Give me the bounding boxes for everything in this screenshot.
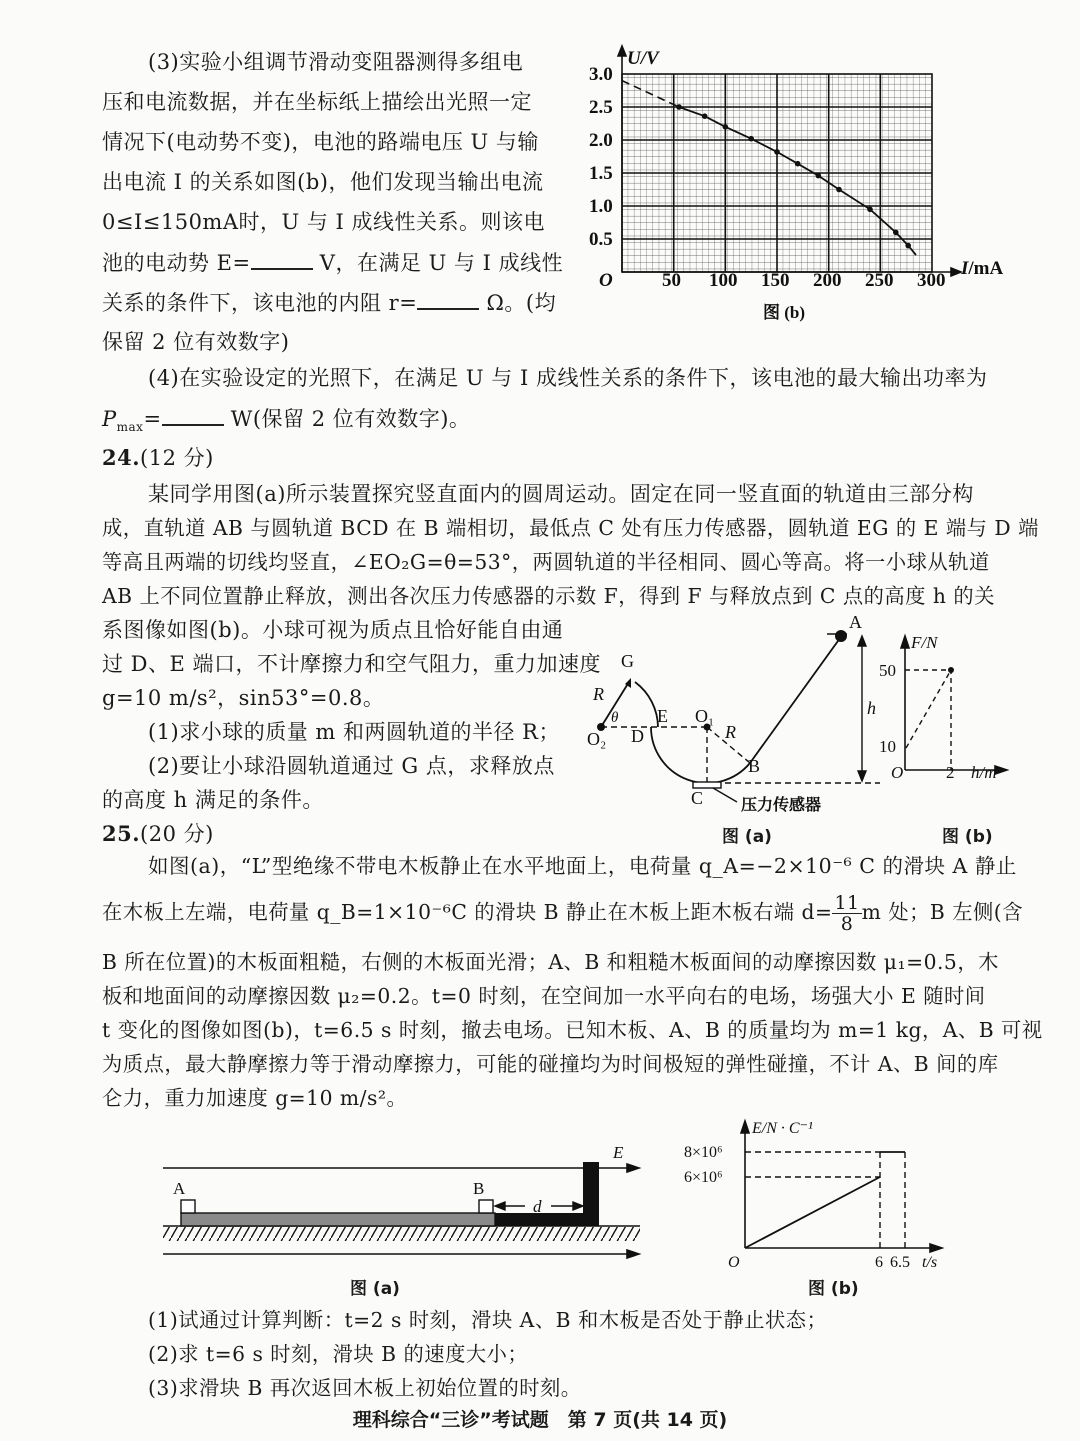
svg-text:150: 150: [761, 270, 790, 291]
svg-text:300: 300: [917, 270, 946, 291]
subscript: max: [116, 420, 144, 435]
text-line: 为质点，最大静摩擦力等于滑动摩擦力，可能的碰撞均为时间极短的弹性碰撞，不计 A、B 间的库: [102, 1052, 999, 1076]
q25-question-3: (3)求滑块 B 再次返回木板上初始位置的时刻。: [148, 1376, 582, 1400]
label-theta: θ: [611, 710, 619, 726]
label-E: E: [657, 706, 668, 726]
tick-6.5: 6.5: [890, 1254, 910, 1271]
svg-text:0.5: 0.5: [589, 229, 613, 250]
answer-blank-emf[interactable]: [251, 242, 313, 270]
text-line: 过 D、E 端口，不计摩擦力和空气阻力，重力加速度: [102, 652, 602, 676]
q23-part4-line1: (4)在实验设定的光照下，在满足 U 与 I 成线性关系的条件下，该电池的最大输出功率为: [148, 366, 988, 390]
origin-label: O: [891, 763, 904, 782]
svg-text:1.0: 1.0: [589, 196, 613, 217]
origin-label: O: [728, 1254, 740, 1271]
text-line: [102, 892, 1023, 934]
text-line: 出电流 I 的关系如图(b)，他们发现当输出电流: [102, 170, 544, 194]
denominator: 8: [840, 913, 854, 935]
figure-caption: 图 (a): [350, 1279, 400, 1299]
q24-figure-b-chart: [875, 630, 1015, 785]
svg-text:200: 200: [813, 270, 842, 291]
tick-2: 2: [946, 763, 955, 782]
svg-text:O: O: [599, 270, 613, 291]
svg-text:1.5: 1.5: [589, 163, 613, 184]
q24-question-1: (1)求小球的质量 m 和两圆轨道的半径 R；: [148, 720, 560, 744]
text-segment: 池的电动势 E=: [102, 251, 251, 275]
question-number: 25.: [102, 821, 141, 846]
svg-text:2.5: 2.5: [589, 97, 613, 118]
text-line: 某同学用图(a)所示装置探究竖直面内的圆周运动。固定在同一竖直面的轨道由三部分构: [148, 482, 974, 506]
figure-caption: 图 (b): [808, 1279, 859, 1299]
tick-10: 10: [879, 737, 896, 756]
text-line: 仑力，重力加速度 g=10 m/s²。: [102, 1086, 408, 1110]
page-footer: 理科综合“三诊”考试题 第 7 页(共 14 页): [352, 1409, 728, 1431]
q25-question-2: (2)求 t=6 s 时刻，滑块 B 的速度大小；: [148, 1342, 529, 1366]
text-segment: 关系的条件下，该电池的内阻 r=: [102, 291, 418, 315]
question-number: 24.: [102, 445, 141, 470]
label-O1: O₁: [695, 706, 715, 726]
q24-heading: [102, 438, 214, 478]
label-pressure-sensor: 压力传感器: [741, 797, 822, 814]
text-line: g=10 m/s²，sin53°=0.8。: [102, 686, 385, 710]
tick-6e6: 6×10⁶: [684, 1169, 723, 1186]
ui-chart: [585, 42, 1035, 332]
svg-text:50: 50: [662, 270, 681, 291]
text-segment: 在木板上左端，电荷量 q_B=1×10⁻⁶C 的滑块 B 静止在木板上距木板右端 d=: [102, 900, 833, 924]
question-points: (12 分): [140, 446, 214, 470]
tick-6: 6: [875, 1254, 883, 1271]
figure-caption: 图 (b): [942, 827, 993, 847]
text-line: [102, 282, 556, 323]
label-G: G: [621, 651, 634, 671]
text-line: 0≤I≤150mA时，U 与 I 成线性关系。则该电: [102, 210, 546, 234]
label-B: B: [473, 1179, 485, 1198]
text-line: B 所在位置)的木板面粗糙，右侧的木板面光滑；A、B 和粗糙木板面间的动摩擦因数 μ₁=0.5，木: [102, 950, 999, 974]
text-segment: m 处；B 左侧(含: [861, 900, 1023, 924]
label-E: E: [613, 1143, 624, 1162]
tick-8e6: 8×10⁶: [684, 1144, 723, 1161]
label-R: R: [593, 684, 604, 704]
label-d: d: [533, 1197, 542, 1216]
svg-text:U/V: U/V: [627, 48, 659, 69]
label-A: A: [849, 612, 862, 632]
label-B: B: [748, 756, 761, 776]
question-points: (20 分): [140, 822, 214, 846]
label-h: h: [867, 698, 876, 718]
text-line: 系图像如图(b)。小球可视为质点且恰好能自由通: [102, 618, 564, 642]
text-line: 等高且两端的切线均竖直，∠EO₂G=θ=53°，两圆轨道的半径相同、圆心等高。将一小球从轨道: [102, 550, 990, 574]
text-segment: V，在满足 U 与 I 成线性: [312, 251, 564, 275]
text-line: 板和地面间的动摩擦因数 μ₂=0.2。t=0 时刻，在空间加一水平向右的电场，场强大小 E 随时间: [102, 984, 986, 1008]
label-C: C: [691, 788, 704, 808]
q24-question-2: (2)要让小球沿圆轨道通过 G 点，求释放点: [148, 754, 555, 778]
answer-blank-resistance[interactable]: [417, 282, 479, 310]
text-segment: =: [143, 407, 162, 431]
tick-50: 50: [879, 661, 896, 680]
q25-question-1: (1)试通过计算判断：t=2 s 时刻，滑块 A、B 和木板是否处于静止状态；: [148, 1308, 828, 1332]
q24-figure-a-track: [585, 612, 885, 842]
text-line: 压和电流数据，并在坐标纸上描绘出光照一定: [102, 90, 532, 114]
text-line: 成，直轨道 AB 与圆轨道 BCD 在 B 端相切，最低点 C 处有压力传感器，圆轨道 EG 的 E 端与 D 端: [102, 516, 1039, 540]
text-line: [102, 242, 563, 283]
x-axis-label: h/m: [971, 763, 997, 782]
q25-figure-b-chart: [672, 1115, 972, 1280]
text-segment: P: [102, 407, 117, 431]
text-line: 情况下(电动势不变)，电池的路端电压 U 与输: [102, 130, 539, 154]
text-line: 如图(a)，“L”型绝缘不带电木板静止在水平地面上，电荷量 q_A=−2×10⁻⁶ C 的滑块 A 静止: [148, 854, 1017, 878]
figure-caption: 图 (a): [722, 827, 772, 847]
text-segment: W(保留 2 位有效数字)。: [223, 407, 471, 431]
svg-text:2.0: 2.0: [589, 130, 613, 151]
answer-blank-pmax[interactable]: [162, 398, 224, 426]
x-axis-label: t/s: [922, 1254, 938, 1271]
label-O2: O₂: [587, 729, 607, 749]
y-axis-label: E/N · C⁻¹: [752, 1120, 813, 1137]
y-axis-label: F/N: [911, 633, 938, 652]
fraction-d: [832, 893, 861, 934]
svg-text:I/mA: I/mA: [961, 258, 1004, 279]
svg-text:100: 100: [709, 270, 738, 291]
svg-text:3.0: 3.0: [589, 64, 613, 85]
label-A: A: [173, 1179, 186, 1198]
text-line: AB 上不同位置静止释放，测出各次压力传感器的示数 F，得到 F 与释放点到 C 点的高度 h 的关: [102, 584, 995, 608]
numerator: 11: [834, 892, 860, 914]
svg-text:250: 250: [865, 270, 894, 291]
label-D: D: [631, 726, 644, 746]
label-R1: R: [725, 722, 736, 742]
text-line: 的高度 h 满足的条件。: [102, 788, 324, 812]
text-line: (3)实验小组调节滑动变阻器测得多组电: [148, 50, 524, 74]
figure-caption: 图 (b): [763, 303, 806, 322]
text-line: t 变化的图像如图(b)，t=6.5 s 时刻，撤去电场。已知木板、A、B 的质量均为 m=1 kg，A、B 可视: [102, 1018, 1043, 1042]
text-line: 保留 2 位有效数字): [102, 330, 290, 354]
text-segment: Ω。(均: [479, 291, 557, 315]
q25-figure-a-board: [155, 1140, 655, 1280]
